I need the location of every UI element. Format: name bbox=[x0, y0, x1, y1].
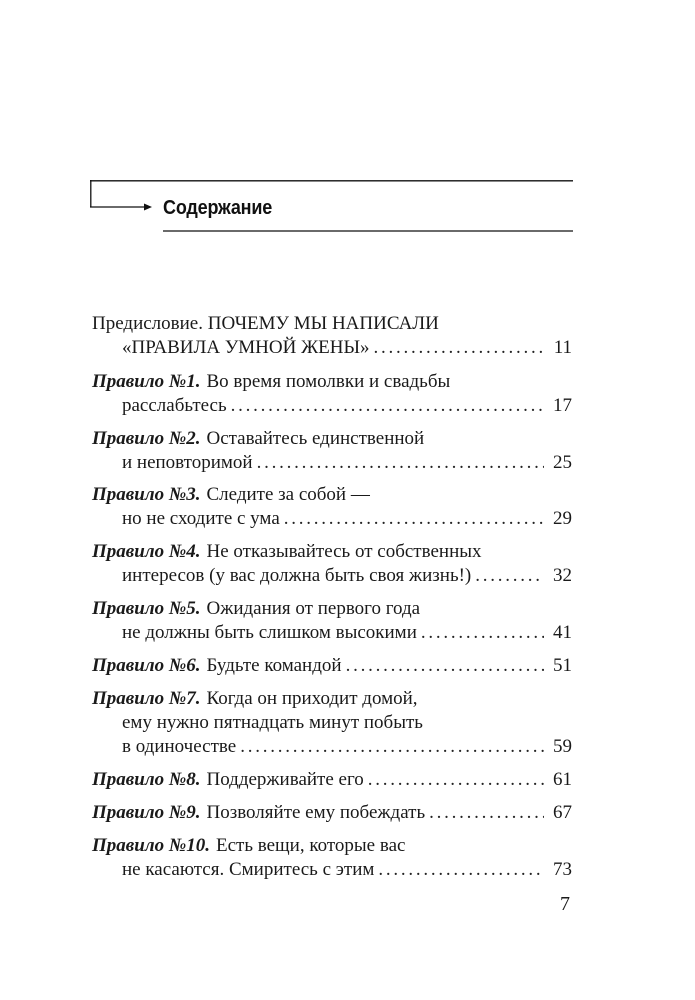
toc-entry-text: «ПРАВИЛА УМНОЙ ЖЕНЫ» bbox=[122, 337, 370, 358]
dot-leader bbox=[368, 768, 544, 792]
rule-label: Правило №9. bbox=[92, 802, 201, 823]
page-number: 67 bbox=[553, 802, 572, 823]
toc-line bbox=[92, 768, 572, 792]
toc-entry-preface[interactable] bbox=[92, 312, 572, 360]
toc-line bbox=[92, 621, 572, 645]
toc-entry-text: не должны быть слишком высокими bbox=[122, 622, 417, 643]
toc-line bbox=[92, 834, 572, 858]
page-number: 29 bbox=[553, 508, 572, 529]
toc-entry-text: Следите за собой — bbox=[206, 484, 370, 505]
dot-leader bbox=[257, 451, 544, 475]
toc-entry-rule-5[interactable] bbox=[92, 597, 572, 645]
toc-entry-text: интересов (у вас должна быть своя жизнь!) bbox=[122, 565, 472, 586]
page-number: 32 bbox=[553, 565, 572, 586]
toc-line bbox=[92, 370, 572, 394]
page-number: 25 bbox=[553, 452, 572, 473]
folio-page-number: 7 bbox=[560, 893, 570, 915]
dot-leader bbox=[284, 507, 544, 531]
dot-leader bbox=[378, 858, 544, 882]
dot-leader bbox=[421, 621, 544, 645]
toc-line bbox=[92, 711, 572, 735]
toc-entry-text: Во время помолвки и свадьбы bbox=[206, 371, 451, 392]
toc-line bbox=[92, 540, 572, 564]
toc-entry-text: Ожидания от первого года bbox=[206, 598, 421, 619]
page-number: 51 bbox=[553, 655, 572, 676]
toc-entry-text: Будьте командой bbox=[206, 655, 342, 676]
rule-label: Правило №2. bbox=[92, 428, 201, 449]
rule-label: Правило №5. bbox=[92, 598, 201, 619]
page-number: 17 bbox=[553, 395, 572, 416]
toc-entry-text: расслабьтесь bbox=[122, 395, 227, 416]
toc-line bbox=[92, 654, 572, 678]
rule-label: Правило №10. bbox=[92, 835, 210, 856]
toc-line bbox=[92, 483, 572, 507]
toc-entry-rule-8[interactable] bbox=[92, 768, 572, 792]
toc-entry-text: Поддерживайте его bbox=[206, 769, 364, 790]
page-title: Содержание bbox=[163, 197, 273, 219]
toc-line bbox=[92, 801, 572, 825]
toc-line bbox=[92, 336, 572, 360]
page-number: 73 bbox=[553, 859, 572, 880]
toc-line bbox=[92, 312, 572, 336]
toc-entry-rule-1[interactable] bbox=[92, 370, 572, 418]
toc-line bbox=[92, 427, 572, 451]
page-number: 61 bbox=[553, 769, 572, 790]
toc-entry-text: и неповторимой bbox=[122, 452, 253, 473]
dot-leader bbox=[374, 336, 544, 360]
toc-line bbox=[92, 451, 572, 475]
rule-label: Правило №4. bbox=[92, 541, 201, 562]
toc-entry-rule-6[interactable] bbox=[92, 654, 572, 678]
dot-leader bbox=[240, 735, 544, 759]
toc-entry-rule-3[interactable] bbox=[92, 483, 572, 531]
toc-entry-rule-9[interactable] bbox=[92, 801, 572, 825]
rule-label: Правило №1. bbox=[92, 371, 201, 392]
toc-line bbox=[92, 597, 572, 621]
toc-entry-text: Есть вещи, которые вас bbox=[215, 835, 406, 856]
toc-entry-rule-4[interactable] bbox=[92, 540, 572, 588]
toc-entry-text: Не отказывайтесь от собственных bbox=[206, 541, 482, 562]
toc-line bbox=[92, 858, 572, 882]
rule-label: Правило №8. bbox=[92, 769, 201, 790]
toc-line bbox=[92, 564, 572, 588]
toc-entry-rule-7[interactable] bbox=[92, 687, 572, 759]
toc-entry-text: Оставайтесь единственной bbox=[206, 428, 425, 449]
page-number: 41 bbox=[553, 622, 572, 643]
toc-entry-text: Позволяйте ему побеждать bbox=[206, 802, 426, 823]
rule-label: Правило №3. bbox=[92, 484, 201, 505]
toc-entry-text: ему нужно пятнадцать минут побыть bbox=[122, 712, 423, 733]
dot-leader bbox=[429, 801, 544, 825]
page-number: 11 bbox=[553, 337, 572, 358]
toc-line bbox=[92, 507, 572, 531]
toc-entry-rule-2[interactable] bbox=[92, 427, 572, 475]
toc-line bbox=[92, 735, 572, 759]
toc-entry-text: не касаются. Смиритесь с этим bbox=[122, 859, 375, 880]
toc-entry-text: в одиночестве bbox=[122, 736, 237, 757]
toc-line bbox=[92, 687, 572, 711]
dot-leader bbox=[475, 564, 544, 588]
rule-label: Правило №6. bbox=[92, 655, 201, 676]
toc-entry-rule-10[interactable] bbox=[92, 834, 572, 882]
rule-label: Правило №7. bbox=[92, 688, 201, 709]
page-number: 59 bbox=[553, 736, 572, 757]
toc-entry-text: но не сходите с ума bbox=[122, 508, 280, 529]
toc-entry-text: Когда он приходит домой, bbox=[206, 688, 418, 709]
toc-entry-text: Предисловие. ПОЧЕМУ МЫ НАПИСАЛИ bbox=[92, 313, 439, 334]
dot-leader bbox=[231, 394, 544, 418]
dot-leader bbox=[346, 654, 544, 678]
toc-line bbox=[92, 394, 572, 418]
